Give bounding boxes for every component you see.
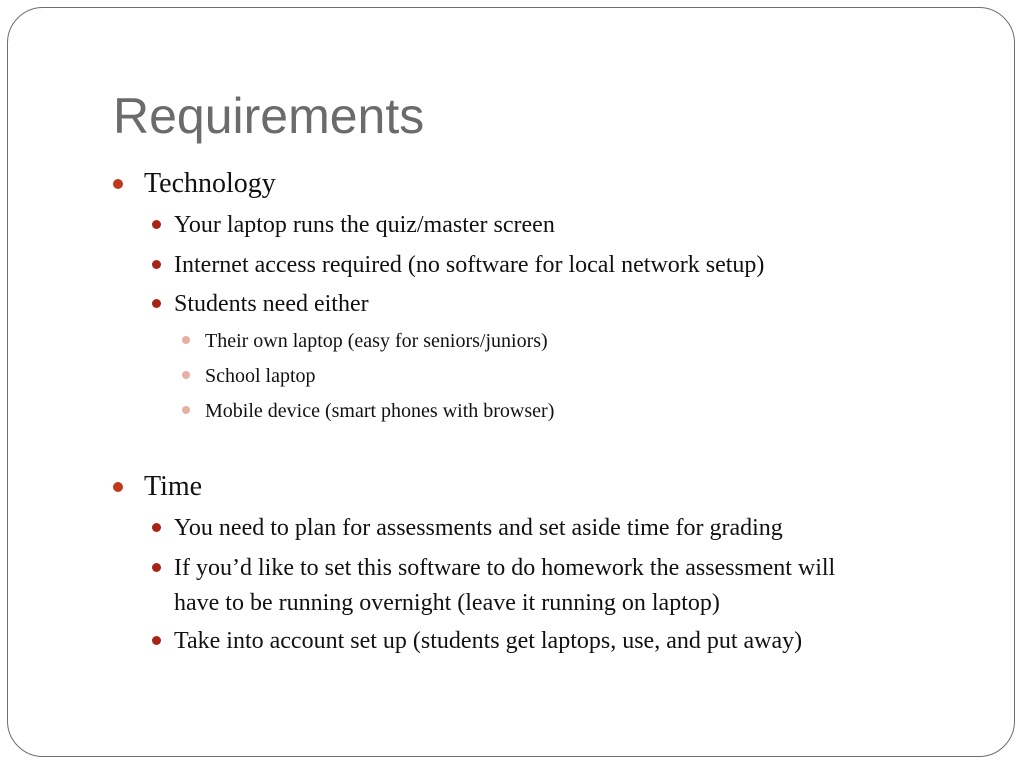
bullet-text: Your laptop runs the quiz/master screen — [174, 212, 555, 238]
bullet-icon — [182, 336, 190, 344]
bullet-item-homework — [174, 551, 835, 585]
bullet-item-technology — [144, 167, 276, 201]
bullet-item-time — [144, 470, 202, 504]
bullet-text: School laptop — [205, 365, 316, 387]
bullet-text: have to be running overnight (leave it running on laptop) — [174, 590, 720, 616]
bullet-text: Mobile device (smart phones with browser) — [205, 400, 555, 422]
bullet-text: Technology — [144, 168, 276, 199]
bullet-item-mobile-device — [205, 396, 554, 426]
bullet-item-laptop-runs-quiz — [174, 208, 555, 242]
bullet-item-plan-assessments — [174, 511, 783, 545]
slide-title: Requirements — [113, 88, 425, 144]
bullet-icon — [152, 220, 161, 229]
bullet-text: If you’d like to set this software to do homework the assessment will — [174, 555, 836, 581]
bullet-icon — [152, 636, 161, 645]
bullet-icon — [113, 482, 123, 492]
bullet-text: Take into account set up (students get laptops, use, and put away) — [174, 628, 803, 654]
bullet-icon — [182, 371, 190, 379]
bullet-icon — [152, 523, 161, 532]
bullet-item-homework-continued — [174, 586, 720, 620]
bullet-icon — [152, 299, 161, 308]
bullet-item-internet-access — [174, 248, 764, 282]
bullet-item-set-up — [174, 624, 802, 658]
bullet-icon — [182, 406, 190, 414]
bullet-icon — [152, 260, 161, 269]
bullet-text: Students need either — [174, 291, 369, 317]
bullet-text: Time — [144, 471, 203, 502]
bullet-icon — [152, 563, 161, 572]
bullet-item-school-laptop — [205, 361, 316, 391]
bullet-icon — [113, 179, 123, 189]
bullet-text: Their own laptop (easy for seniors/juniors) — [205, 330, 548, 352]
bullet-text: Internet access required (no software for local network setup) — [174, 252, 765, 278]
bullet-item-own-laptop — [205, 326, 548, 356]
bullet-text: You need to plan for assessments and set aside time for grading — [174, 515, 783, 541]
bullet-item-students-need-either — [174, 287, 369, 321]
